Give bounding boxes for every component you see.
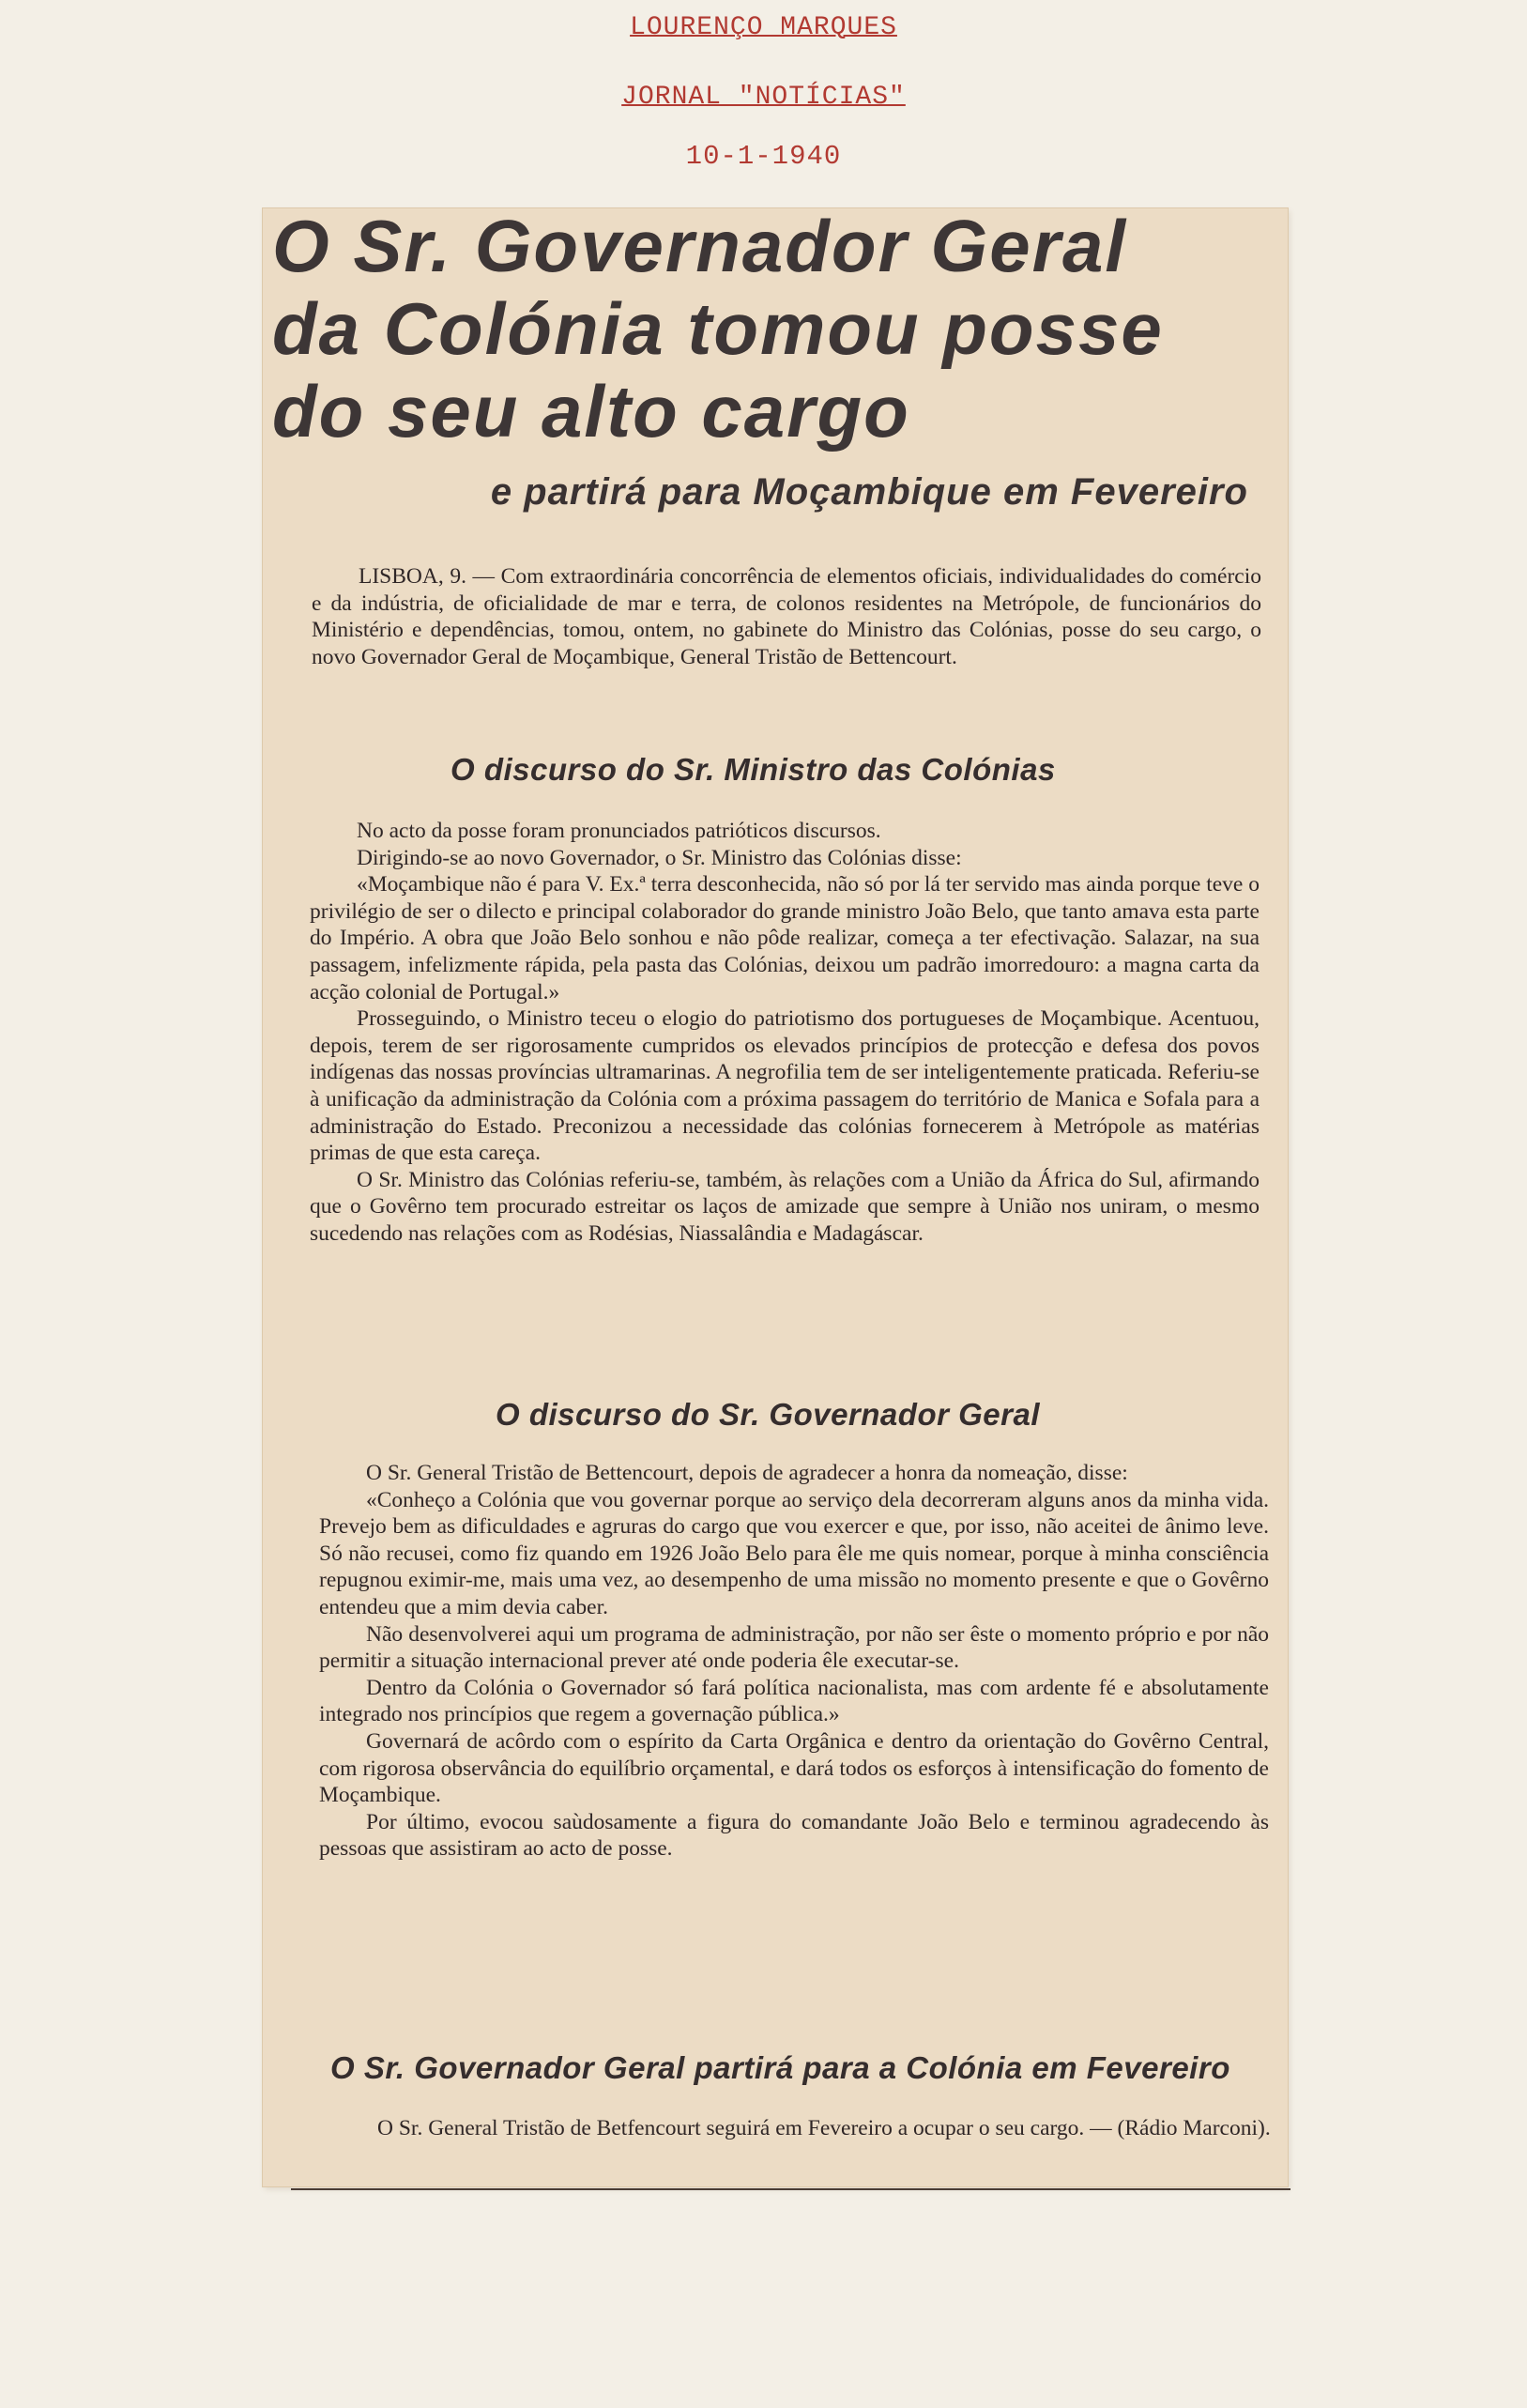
typed-date: 10-1-1940: [685, 141, 842, 172]
article-subheadline: e partirá para Moçambique em Fevereiro: [490, 471, 1248, 513]
intro-text: [312, 563, 1261, 670]
headline-line: do seu alto cargo: [272, 370, 910, 452]
clipping-bottom-rule: [291, 2188, 1290, 2190]
typed-newspaper-name: JORNAL "NOTÍCIAS": [621, 83, 906, 112]
minister-speech-text: [310, 818, 1260, 1248]
departure-text: [330, 2115, 1280, 2142]
paragraph: Não desenvolverei aqui um programa de administração, por não ser êste o momento próprio e por não permitir a situação internacional prever até onde poderia êle executar-se.: [319, 1621, 1269, 1674]
typed-city-heading: LOURENÇO MARQUES: [630, 13, 897, 42]
section-title-minister-speech: O discurso do Sr. Ministro das Colónias: [450, 752, 1056, 787]
paragraph: Dentro da Colónia o Governador só fará política nacionalista, mas com ardente fé e absolutamente integrado nos princípios que regem a governação pública.»: [319, 1675, 1269, 1727]
paragraph: O Sr. Ministro das Colónias referiu-se, também, às relações com a União da África do Sul, afirmando que o Govêrno tem procurado estreitar os laços de amizade que sempre à União nos uniram, o mesmo sucedendo nas relações com as Rodésias, Niassalândia e Madagáscar.: [310, 1167, 1260, 1246]
headline-line: O Sr. Governador Geral: [272, 205, 1127, 287]
paragraph: «Moçambique não é para V. Ex.ª terra desconhecida, não só por lá ter servido mas ainda porque teve o privilégio de ser o dilecto e principal colaborador do grande ministro João Belo, que tanto amava esta parte do Império. A obra que João Belo sonhou e não pôde realizar, começa a ter efectivação. Salazar, na sua passagem, infelizmente rápida, pela pasta das Colónias, deixou um padrão imorredouro: a magna carta da acção colonial de Portugal.»: [310, 872, 1260, 1005]
paragraph: Dirigindo-se ao novo Governador, o Sr. Ministro das Colónias disse:: [357, 845, 962, 870]
governor-speech-text: [319, 1460, 1269, 1863]
paragraph: Por último, evocou saùdosamente a figura do comandante João Belo e terminou agradecendo às pessoas que assistiram ao acto de posse.: [319, 1809, 1269, 1862]
section-title-governor-speech: O discurso do Sr. Governador Geral: [496, 1397, 1040, 1432]
headline-line: da Colónia tomou posse: [272, 287, 1164, 370]
paragraph: Governará de acôrdo com o espírito da Carta Orgânica e dentro da orientação do Govêrno Central, com rigorosa observância do equilíbrio orçamental, e dará todos os esforços à intensificação do fomento de Moçambique.: [319, 1728, 1269, 1808]
section-title-departure: O Sr. Governador Geral partirá para a Colónia em Fevereiro: [330, 2050, 1230, 2085]
paragraph: O Sr. General Tristão de Bettencourt, depois de agradecer a honra da nomeação, disse:: [366, 1461, 1128, 1485]
paragraph: No acto da posse foram pronunciados patrióticos discursos.: [357, 819, 881, 843]
article-headline: [272, 205, 1211, 452]
paragraph: Prosseguindo, o Ministro teceu o elogio do patriotismo dos portugueses de Moçambique. Acentuou, depois, terem de ser rigorosamente cumpridos os elevados princípios de protecção e defesa dos povos indígenas das nossas províncias ultramarinas. A negrofilia tem de ser inteligentemente praticada. Referiu-se à unificação da administração da Colónia com a próxima passagem do território de Manica e Sofala para a administração do Estado. Preconizou a necessidade das colónias fornecerem à Metrópole as matérias primas de que esta careça.: [310, 1006, 1260, 1166]
paragraph: LISBOA, 9. — Com extraordinária concorrência de elementos oficiais, individualidades do comércio e da indústria, de oficialidade de mar e terra, de colonos residentes na Metrópole, de funcionários do Ministério e dependências, tomou, ontem, no gabinete do Ministro das Colónias, posse do seu cargo, o novo Governador Geral de Moçambique, General Tristão de Bettencourt.: [312, 564, 1261, 669]
paragraph: O Sr. General Tristão de Betfencourt seguirá em Fevereiro a ocupar o seu cargo. — (Rádio Marconi).: [377, 2116, 1271, 2140]
paragraph: «Conheço a Colónia que vou governar porque ao serviço dela decorreram alguns anos da minha vida. Prevejo bem as dificuldades e agruras do cargo que vou exercer e que, por isso, não aceitei de ânimo leve. Só não recusei, como fiz quando em 1926 João Belo para êle me quis nomear, porque à minha consciência repugnou eximir-me, mais uma vez, ao desempenho de uma missão no momento presente e que o Govêrno entendeu que a mim devia caber.: [319, 1487, 1269, 1619]
